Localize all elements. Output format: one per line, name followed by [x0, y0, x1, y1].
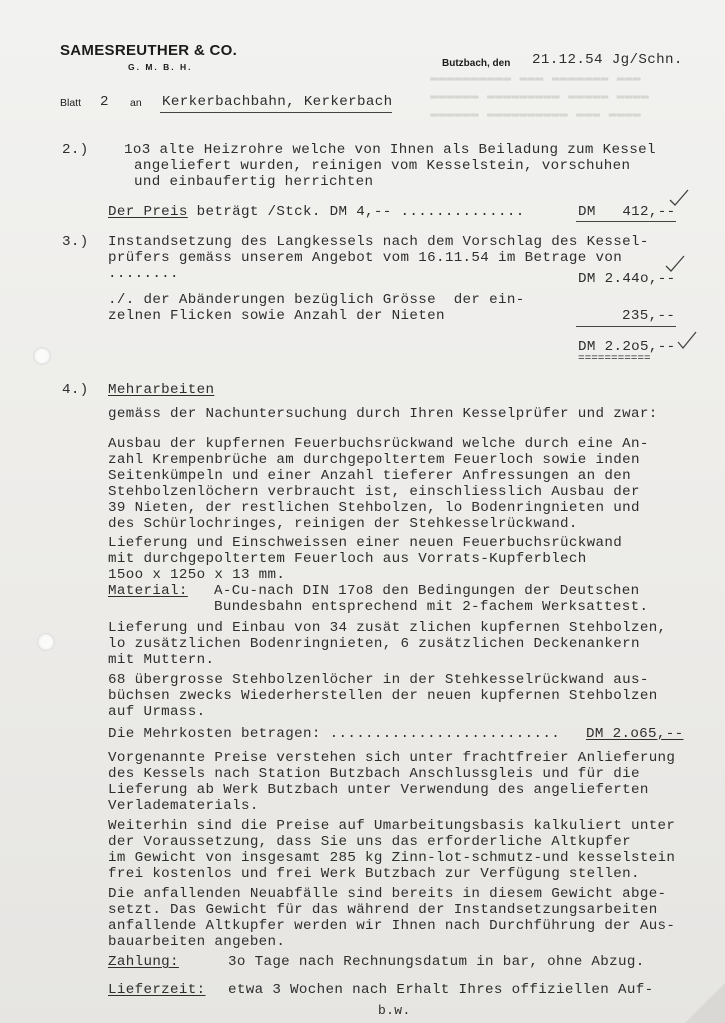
amount-underline: [576, 326, 676, 327]
terms-line: anfallende Altkupfer werden wir Ihnen nach Durchführung der Aus-: [108, 918, 676, 934]
terms-line: Die anfallenden Neuabfälle sind bereits in diesem Gewicht abge-: [108, 886, 667, 902]
paragraph-line: 39 Nieten, der restlichen Stehbolzen, lo Bodenringnieten und: [108, 500, 640, 516]
payment-label: Zahlung:: [108, 954, 179, 970]
paragraph-line: lo zusätzlichen Bodenringnieten, 6 zusätzlichen Deckenankern: [108, 636, 640, 652]
checkmark-icon: [664, 254, 686, 274]
terms-line: setzt. Das Gewicht für das während der Instandsetzungsarbeiten: [108, 902, 658, 918]
terms-line: Weiterhin sind die Preise auf Umarbeitungsbasis kalkuliert unter: [108, 818, 676, 834]
paragraph-line: 15oo x 125o x 13 mm.: [108, 567, 286, 583]
paragraph-line: mit Muttern.: [108, 652, 215, 668]
terms-line: Lieferung ab Werk Butzbach unter Verwendung des angelieferten: [108, 782, 649, 798]
checkmark-icon: [668, 188, 690, 208]
paragraph-line: Seitenkümpeln und einer Anzahl tieferer Anfressungen an den: [108, 468, 631, 484]
terms-line: des Kessels nach Station Butzbach Anschlussgleis und für die: [108, 766, 640, 782]
punch-hole: [33, 347, 51, 365]
payment-text: 3o Tage nach Rechnungsdatum in bar, ohne Abzug.: [228, 954, 645, 970]
item-text-line: prüfers gemäss unserem Angebot vom 16.11.54 im Betrage von: [108, 250, 623, 266]
section-intro: gemäss der Nachuntersuchung durch Ihren Kesselprüfer und zwar:: [108, 406, 658, 422]
paragraph-line: des Schürlochringes, reinigen der Stehkesselrückwand.: [108, 516, 578, 532]
item-text-line: angeliefert wurden, reinigen vom Kesselstein, vorschuhen: [134, 158, 631, 174]
item-number: 2.): [62, 142, 89, 158]
item-number: 3.): [62, 234, 89, 250]
delivery-text: etwa 3 Wochen nach Erhalt Ihres offiziellen Auf-: [228, 982, 654, 998]
paragraph-line: zahl Krempenbrüche am durchgepoltertem Feuerloch sowie inden: [108, 452, 640, 468]
show-through-text: ▬▬▬▬ ▬▬▬ ▬▬▬▬▬▬▬▬▬▬ ▬▬▬▬▬▬: [430, 106, 641, 121]
continued-marker: b.w.: [378, 1003, 411, 1018]
section-heading: Mehrarbeiten: [108, 382, 215, 398]
extra-cost-amount: DM 2.o65,--: [586, 726, 684, 742]
date-reference: 21.12.54 Jg/Schn.: [532, 52, 683, 68]
paragraph-line: Lieferung und Einschweissen einer neuen Feuerbuchsrückwand: [108, 535, 623, 551]
deduction-line: zelnen Flicken sowie Anzahl der Nieten: [108, 308, 445, 324]
deduction-amount: 235,--: [622, 308, 676, 324]
recipient: Kerkerbachbahn, Kerkerbach: [162, 94, 393, 110]
item-text-line: ........: [108, 266, 179, 282]
price-label: Der Preis: [108, 204, 188, 220]
checkmark-icon: [676, 330, 698, 352]
paragraph-line: auf Urmass.: [108, 704, 206, 720]
total-double-rule: ===========: [578, 353, 651, 365]
material-line: Bundesbahn entsprechend mit 2-fachem Werksattest.: [214, 599, 649, 615]
terms-line: Vorgenannte Preise verstehen sich unter frachtfreier Anlieferung: [108, 750, 676, 766]
to-label: an: [130, 97, 142, 109]
amount-underline: [576, 221, 676, 222]
item-text-line: und einbaufertig herrichten: [134, 174, 374, 190]
price-detail: beträgt /Stck. DM 4,-- ..............: [187, 204, 525, 220]
paragraph-line: Stehbolzenlöchern verbraucht ist, einschliesslich Ausbau der: [108, 484, 640, 500]
delivery-label: Lieferzeit:: [108, 982, 206, 998]
extra-cost-label: Die Mehrkosten betragen: ..........................: [108, 726, 561, 742]
folded-corner: [685, 983, 725, 1023]
company-name: SAMESREUTHER & CO.: [60, 42, 238, 59]
show-through-text: ▬▬▬ ▬▬▬▬▬▬▬ ▬▬▬ ▬▬▬▬▬▬▬▬▬▬: [430, 70, 641, 85]
paragraph-line: 68 übergrosse Stehbolzenlöcher in der Stehkesselrückwand aus-: [108, 672, 649, 688]
material-line: A-Cu-nach DIN 17o8 den Bedingungen der Deutschen: [214, 583, 640, 599]
paragraph-line: Lieferung und Einbau von 34 zusät zlichen kupfernen Stehbolzen,: [108, 620, 667, 636]
sheet-label: Blatt: [60, 97, 82, 109]
paragraph-line: mit durchgepoltertem Feuerloch aus Vorrats-Kupferblech: [108, 551, 587, 567]
terms-line: im Gewicht von insgesamt 285 kg Zinn-lot-schmutz-und kesselstein: [108, 850, 676, 866]
terms-line: Verladematerials.: [108, 798, 259, 814]
terms-line: der Voraussetzung, dass Sie uns das erforderliche Altkupfer: [108, 834, 631, 850]
material-label: Material:: [108, 583, 188, 599]
total-amount: DM 2.2o5,--: [578, 339, 676, 355]
place-label: Butzbach, den: [442, 58, 511, 69]
punch-hole: [37, 633, 55, 651]
terms-line: bauarbeiten angeben.: [108, 934, 286, 950]
paragraph-line: Ausbau der kupfernen Feuerbuchsrückwand welche durch eine An-: [108, 436, 649, 452]
item-text-line: 1o3 alte Heizrohre welche von Ihnen als Beiladung zum Kessel: [124, 142, 656, 158]
company-form: G. M. B. H.: [128, 62, 193, 72]
show-through-text: ▬▬▬▬ ▬▬▬▬▬ ▬▬▬▬▬▬▬▬▬ ▬▬▬▬▬▬: [430, 88, 649, 103]
recipient-underline: [160, 112, 392, 113]
price-amount: DM 412,--: [578, 204, 676, 220]
sheet-number: 2: [100, 94, 109, 110]
terms-line: frei kostenlos und frei Werk Butzbach zur Verfügung stellen.: [108, 866, 640, 882]
deduction-line: ./. der Abänderungen bezüglich Grösse der ein-: [108, 292, 525, 308]
item-text-line: Instandsetzung des Langkessels nach dem Vorschlag des Kessel-: [108, 234, 649, 250]
item-number: 4.): [62, 382, 89, 398]
paragraph-line: büchsen zwecks Wiederherstellen der neuen kupfernen Stehbolzen: [108, 688, 658, 704]
price-line: [108, 204, 525, 221]
subtotal-amount: DM 2.44o,--: [578, 271, 676, 287]
